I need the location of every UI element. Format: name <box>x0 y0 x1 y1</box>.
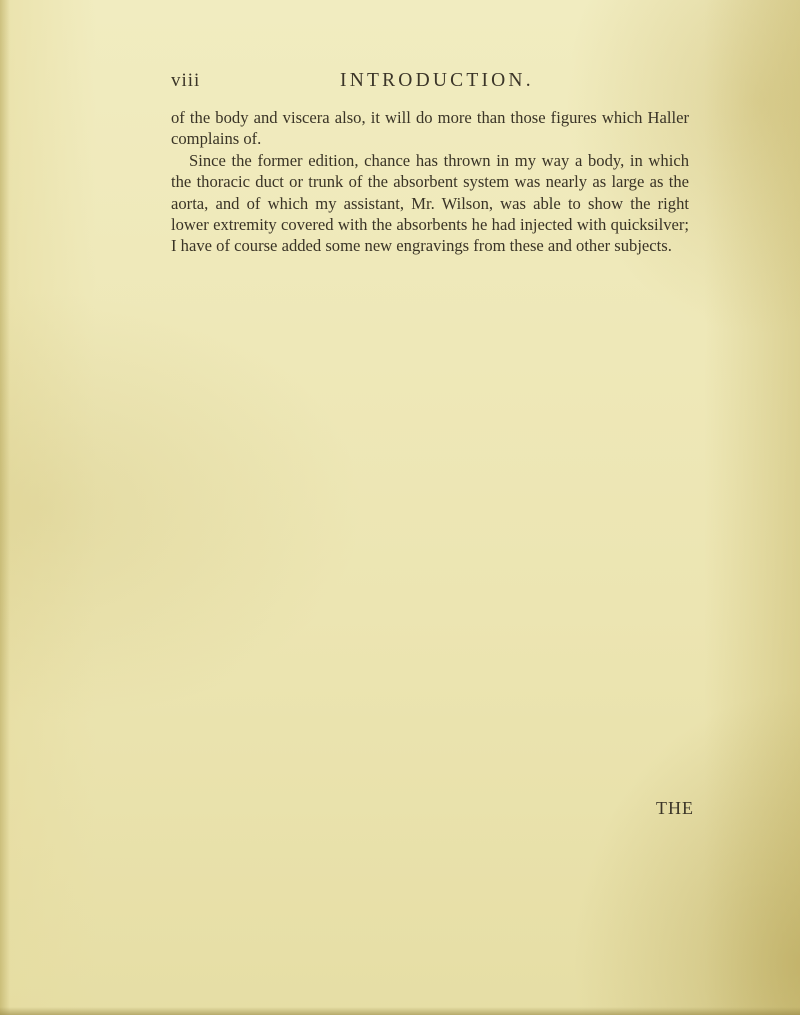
body-text <box>171 107 689 257</box>
catchword: THE <box>656 798 694 818</box>
paragraph: of the body and viscera also, it will do more than those figures which Haller complains of. <box>171 108 689 149</box>
running-title: INTRODUCTION. <box>340 70 534 91</box>
page-edge-shadow <box>0 0 10 1015</box>
page-bottom-shadow <box>0 1007 800 1015</box>
page-number: viii <box>171 70 201 91</box>
paragraph: Since the former edition, chance has thrown in my way a body, in which the thoracic duct or trunk of the absorbent system was nearly as large as the aorta, and of which my assistant, Mr. Wilson, was able to show the right lower extremity covered with the absorbents he had injected with quicksilver; I have of course added some new engravings from these and other subjects. <box>171 150 689 256</box>
